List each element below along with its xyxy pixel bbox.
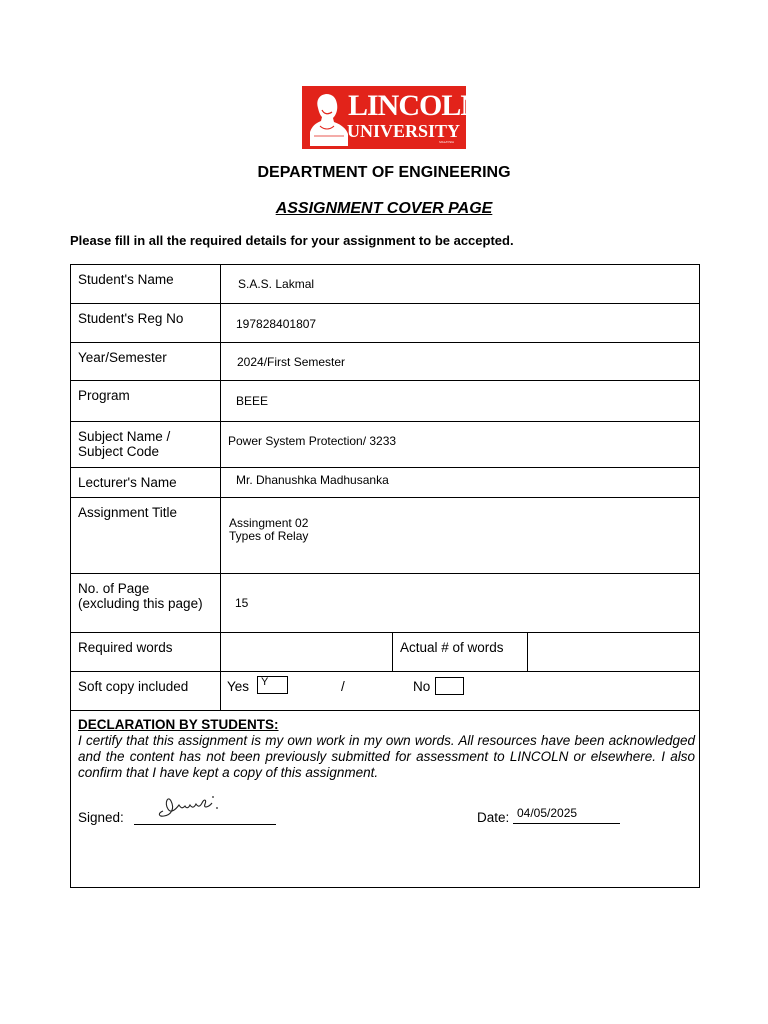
row-divider <box>71 710 699 711</box>
instruction-text: Please fill in all the required details for your assignment to be accepted. <box>70 233 514 248</box>
declaration-text: I certify that this assignment is my own work in my own words. All resources have been acknowledged and the content has not been previously submitted for assessment to LINCOLN or elsewhere. I also confirm that I have kept a copy of this assignment. <box>78 733 695 780</box>
reg-no-label: Student's Reg No <box>78 311 184 326</box>
declaration-heading: DECLARATION BY STUDENTS: <box>78 717 279 732</box>
subject-label-line2: Subject Code <box>78 444 160 459</box>
department-heading: DEPARTMENT OF ENGINEERING <box>257 164 511 181</box>
pages-label-line2: (excluding this page) <box>78 596 203 611</box>
actual-words-label: Actual # of words <box>400 640 504 655</box>
logo-university-text: UNIVERSITY <box>347 121 461 141</box>
page-title: ASSIGNMENT COVER PAGE <box>275 200 493 217</box>
date-label: Date: <box>477 810 510 825</box>
signature-line <box>134 824 276 825</box>
pages-label-line1: No. of Page <box>78 581 150 596</box>
student-name-label: Student's Name <box>78 272 174 287</box>
column-divider <box>527 632 528 671</box>
subject-label-line1: Subject Name / <box>78 429 171 444</box>
soft-copy-label: Soft copy included <box>78 679 189 694</box>
row-divider <box>71 303 699 304</box>
year-semester-value: 2024/First Semester <box>237 355 346 369</box>
date-value: 04/05/2025 <box>517 806 578 820</box>
soft-copy-no-label: No <box>413 679 431 694</box>
assignment-title-value-line1: Assingment 02 <box>229 516 309 530</box>
subject-value: Power System Protection/ 3233 <box>228 434 397 448</box>
assignment-title-label: Assignment Title <box>78 505 178 520</box>
row-divider <box>71 632 699 633</box>
date-line <box>513 823 620 824</box>
column-divider <box>392 632 393 671</box>
university-logo <box>302 86 482 149</box>
program-label: Program <box>78 388 130 403</box>
lecturer-label: Lecturer's Name <box>78 475 177 490</box>
row-divider <box>71 573 699 574</box>
logo-lincoln-text: LINCOLN <box>348 89 482 122</box>
required-words-label: Required words <box>78 640 173 655</box>
pages-value: 15 <box>235 596 249 610</box>
signed-label: Signed: <box>78 810 124 825</box>
soft-copy-separator: / <box>341 679 345 694</box>
lecturer-value: Mr. Dhanushka Madhusanka <box>236 473 389 487</box>
soft-copy-yes-label: Yes <box>227 679 250 694</box>
row-divider <box>71 421 699 422</box>
soft-copy-yes-box: Y <box>257 676 288 694</box>
assignment-title-value-line2: Types of Relay <box>229 529 309 543</box>
column-divider <box>220 265 221 710</box>
row-divider <box>71 497 699 498</box>
signature-image <box>155 789 223 821</box>
student-name-value: S.A.S. Lakmal <box>238 277 315 291</box>
soft-copy-no-box <box>435 677 464 695</box>
reg-no-value: 197828401807 <box>236 317 317 331</box>
row-divider <box>71 467 699 468</box>
row-divider <box>71 380 699 381</box>
row-divider <box>71 671 699 672</box>
logo-small-text: MALAYSIA <box>439 140 454 144</box>
year-semester-label: Year/Semester <box>78 350 167 365</box>
program-value: BEEE <box>236 394 269 408</box>
row-divider <box>71 342 699 343</box>
cover-form-table <box>70 264 700 888</box>
